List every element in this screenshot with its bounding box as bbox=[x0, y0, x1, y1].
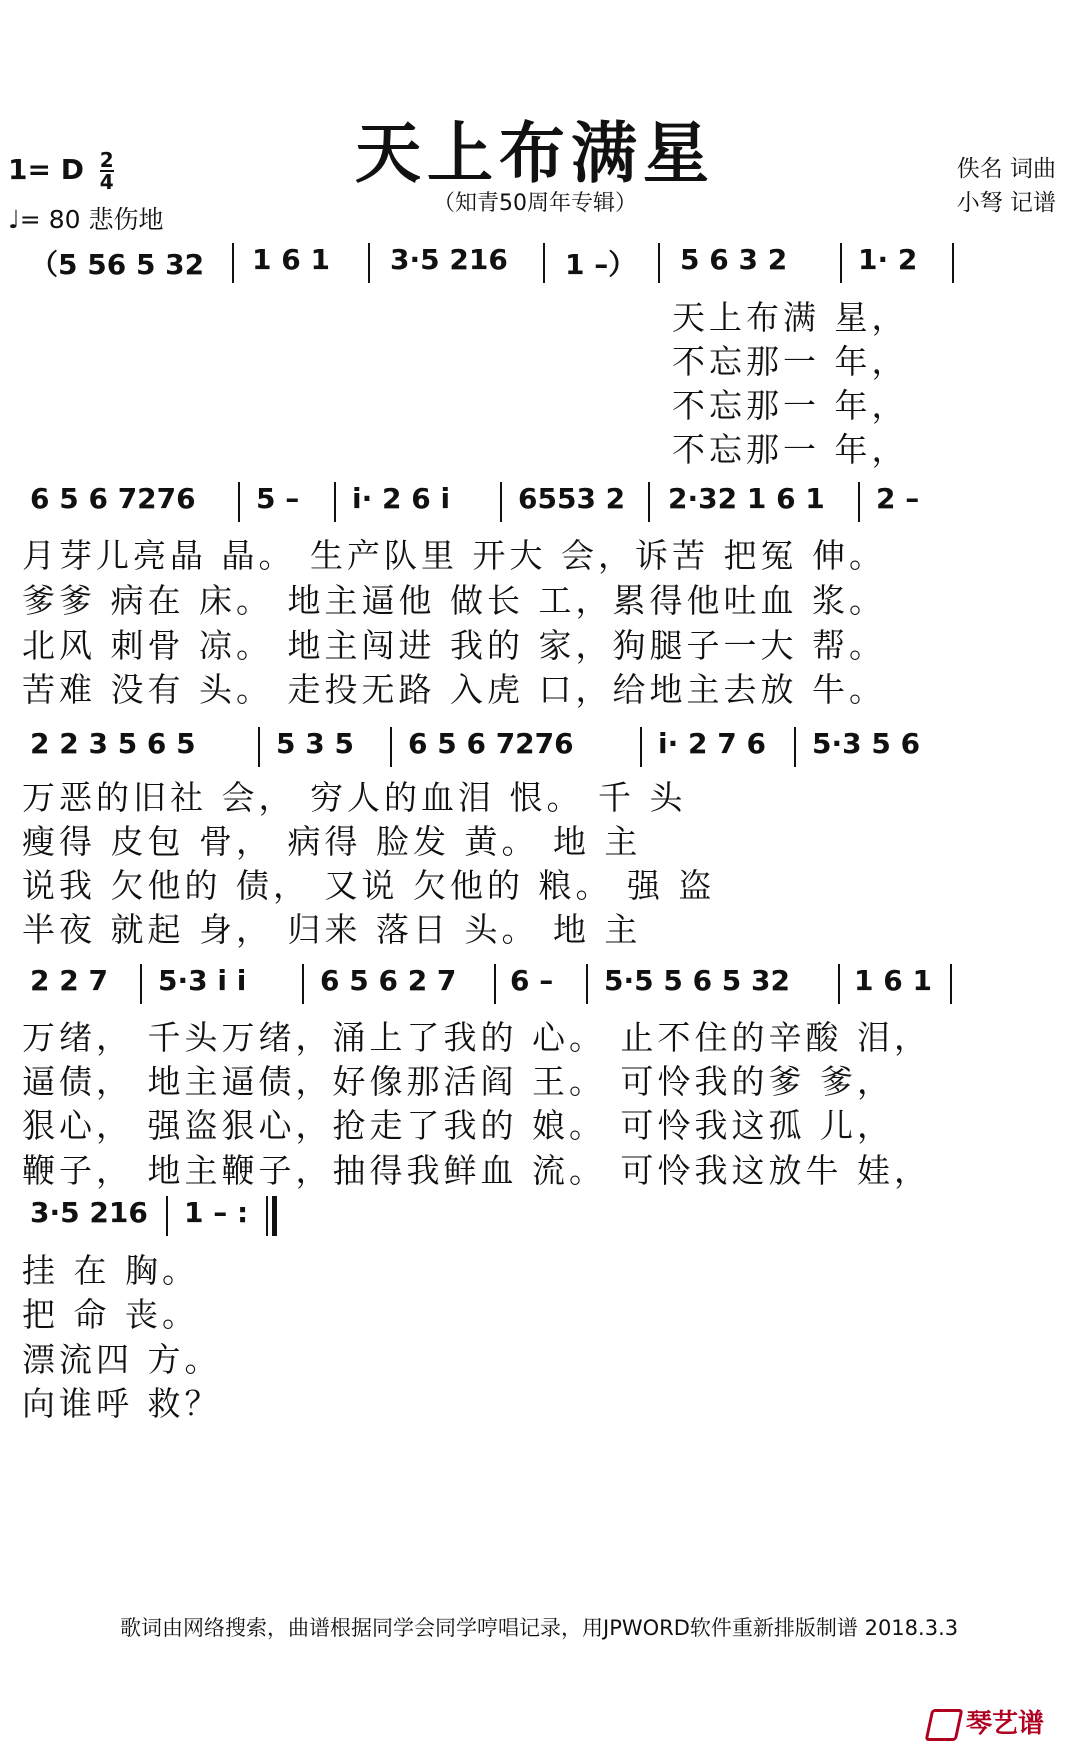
bar-line bbox=[838, 964, 840, 1004]
notation-row-3 bbox=[0, 727, 1070, 767]
logo-text: 琴艺谱 bbox=[965, 1709, 1044, 1739]
measure: （5 56 5 32 bbox=[30, 248, 205, 281]
lyric-row bbox=[0, 1145, 1070, 1190]
lyric-row bbox=[0, 904, 1070, 949]
time-signature bbox=[100, 150, 114, 192]
measure: 5·3 5 6 bbox=[812, 727, 921, 760]
tempo-marking bbox=[8, 200, 163, 236]
bar-line bbox=[238, 482, 240, 522]
lyric-line: 逼债， 地主逼债，好像那活阎 王。 可怜我的爹 爹， bbox=[22, 1062, 894, 1101]
measure: 5 6 3 2 bbox=[680, 243, 788, 276]
lyric-line: 不忘那一 年， bbox=[672, 342, 909, 381]
logo-icon bbox=[925, 1709, 964, 1741]
lyric-line: 向谁呼 救？ bbox=[22, 1384, 222, 1423]
time-bottom: 4 bbox=[99, 170, 114, 194]
measure: 6553 2 bbox=[518, 482, 626, 515]
lyric-line: 北风 刺骨 凉。 地主闯进 我的 家，狗腿子一大 帮。 bbox=[22, 626, 886, 665]
song-subtitle: （知青50周年专辑） bbox=[433, 191, 637, 216]
lyric-line: 狠心， 强盗狠心，抢走了我的 娘。 可怜我这孤 儿， bbox=[22, 1106, 894, 1145]
lyric-row bbox=[0, 620, 1070, 665]
measure: 1 –） bbox=[565, 248, 637, 281]
lyric-row bbox=[0, 664, 1070, 709]
credit-lyric: 佚名 词曲 bbox=[956, 156, 1056, 182]
lyric-line: 不忘那一 年， bbox=[672, 430, 909, 469]
lyric-line: 把 命 丧。 bbox=[22, 1295, 199, 1334]
tempo-label: = 80 悲伤地 bbox=[19, 205, 164, 234]
bar-line bbox=[368, 243, 370, 283]
notation-row-2 bbox=[0, 482, 1070, 522]
lyric-line: 万绪， 千头万绪，涌上了我的 心。 止不住的辛酸 泪， bbox=[22, 1018, 931, 1057]
measure: 5 3 5 bbox=[276, 727, 354, 760]
measure: 5 – bbox=[256, 482, 300, 515]
lyric-row bbox=[0, 1334, 1070, 1379]
lyric-line: 半夜 就起 身， 归来 落日 头。 地 主 bbox=[22, 910, 642, 949]
lyric-line: 漂流四 方。 bbox=[22, 1340, 222, 1379]
final-bar-line bbox=[272, 1196, 277, 1236]
measure: 5·3 i i bbox=[158, 964, 247, 997]
bar-line bbox=[232, 243, 234, 283]
key-signature bbox=[8, 150, 114, 192]
lyric-row bbox=[0, 380, 1070, 425]
quarter-note-icon: ♩ bbox=[8, 205, 20, 234]
bar-line bbox=[334, 482, 336, 522]
bar-line bbox=[640, 727, 642, 767]
measure: 2 2 7 bbox=[30, 964, 108, 997]
measure: 6 5 6 7276 bbox=[408, 727, 574, 760]
lyric-line: 天上布满 星， bbox=[672, 298, 909, 337]
bar-line bbox=[266, 1196, 268, 1236]
lyric-row bbox=[0, 292, 1070, 337]
footer-note: 歌词由网络搜索，曲谱根据同学会同学哼唱记录，用JPWORD软件重新排版制谱 2018.3.3 bbox=[120, 1616, 959, 1640]
measure: 5·5 5 6 5 32 bbox=[604, 964, 791, 997]
site-logo bbox=[928, 1703, 1044, 1741]
bar-line bbox=[543, 243, 545, 283]
lyric-row bbox=[0, 1012, 1070, 1057]
bar-line bbox=[258, 727, 260, 767]
measure: i· 2 6 i bbox=[352, 482, 451, 515]
measure: 6 5 6 2 7 bbox=[320, 964, 457, 997]
bar-line bbox=[858, 482, 860, 522]
bar-line bbox=[586, 964, 588, 1004]
measure: 3·5 216 bbox=[390, 243, 508, 276]
measure: 1· 2 bbox=[858, 243, 918, 276]
bar-line bbox=[390, 727, 392, 767]
lyric-row bbox=[0, 772, 1070, 817]
key-label: 1= D bbox=[8, 153, 84, 186]
measure: 3·5 216 bbox=[30, 1196, 148, 1229]
lyric-line: 爹爹 病在 床。 地主逼他 做长 工，累得他吐血 浆。 bbox=[22, 581, 886, 620]
lyric-row bbox=[0, 1056, 1070, 1101]
bar-line bbox=[140, 964, 142, 1004]
bar-line bbox=[952, 243, 954, 283]
bar-line bbox=[648, 482, 650, 522]
bar-line bbox=[302, 964, 304, 1004]
measure: 2·32 1 6 1 bbox=[668, 482, 825, 515]
lyric-line: 说我 欠他的 债， 又说 欠他的 粮。 强 盗 bbox=[22, 866, 716, 905]
lyric-row bbox=[0, 1289, 1070, 1334]
lyric-line: 万恶的旧社 会， 穷人的血泪 恨。 千 头 bbox=[22, 778, 687, 817]
credit-notation: 小弩 记谱 bbox=[956, 190, 1056, 216]
lyric-row bbox=[0, 424, 1070, 469]
lyric-line: 鞭子， 地主鞭子，抽得我鲜血 流。 可怜我这放牛 娃， bbox=[22, 1151, 931, 1190]
measure: 1 – : bbox=[184, 1196, 249, 1229]
bar-line bbox=[166, 1196, 168, 1236]
lyric-row bbox=[0, 816, 1070, 861]
lyric-line: 苦难 没有 头。 走投无路 入虎 口，给地主去放 牛。 bbox=[22, 670, 886, 709]
lyric-row bbox=[0, 860, 1070, 905]
notation-row-1 bbox=[0, 243, 1070, 283]
lyric-row bbox=[0, 1245, 1070, 1290]
lyric-line: 月芽儿亮晶 晶。 生产队里 开大 会，诉苦 把冤 伸。 bbox=[22, 536, 886, 575]
bar-line bbox=[658, 243, 660, 283]
measure: 1 6 1 bbox=[854, 964, 932, 997]
lyric-row bbox=[0, 1378, 1070, 1423]
measure: i· 2 7 6 bbox=[658, 727, 766, 760]
bar-line bbox=[950, 964, 952, 1004]
song-title: 天上布满星 bbox=[355, 115, 715, 192]
lyric-row bbox=[0, 336, 1070, 381]
notation-row-5 bbox=[0, 1196, 1070, 1236]
bar-line bbox=[494, 964, 496, 1004]
lyric-row bbox=[0, 575, 1070, 620]
measure: 2 – bbox=[876, 482, 920, 515]
lyric-row bbox=[0, 530, 1070, 575]
measure: 2 2 3 5 6 5 bbox=[30, 727, 196, 760]
lyric-line: 瘦得 皮包 骨， 病得 脸发 黄。 地 主 bbox=[22, 822, 642, 861]
notation-row-4 bbox=[0, 964, 1070, 1004]
lyric-line: 不忘那一 年， bbox=[672, 386, 909, 425]
measure: 1 6 1 bbox=[252, 243, 330, 276]
bar-line bbox=[500, 482, 502, 522]
lyric-line: 挂 在 胸。 bbox=[22, 1251, 199, 1290]
lyric-row bbox=[0, 1100, 1070, 1145]
measure: 6 – bbox=[510, 964, 554, 997]
bar-line bbox=[794, 727, 796, 767]
time-top: 2 bbox=[99, 148, 114, 172]
bar-line bbox=[840, 243, 842, 283]
measure: 6 5 6 7276 bbox=[30, 482, 196, 515]
